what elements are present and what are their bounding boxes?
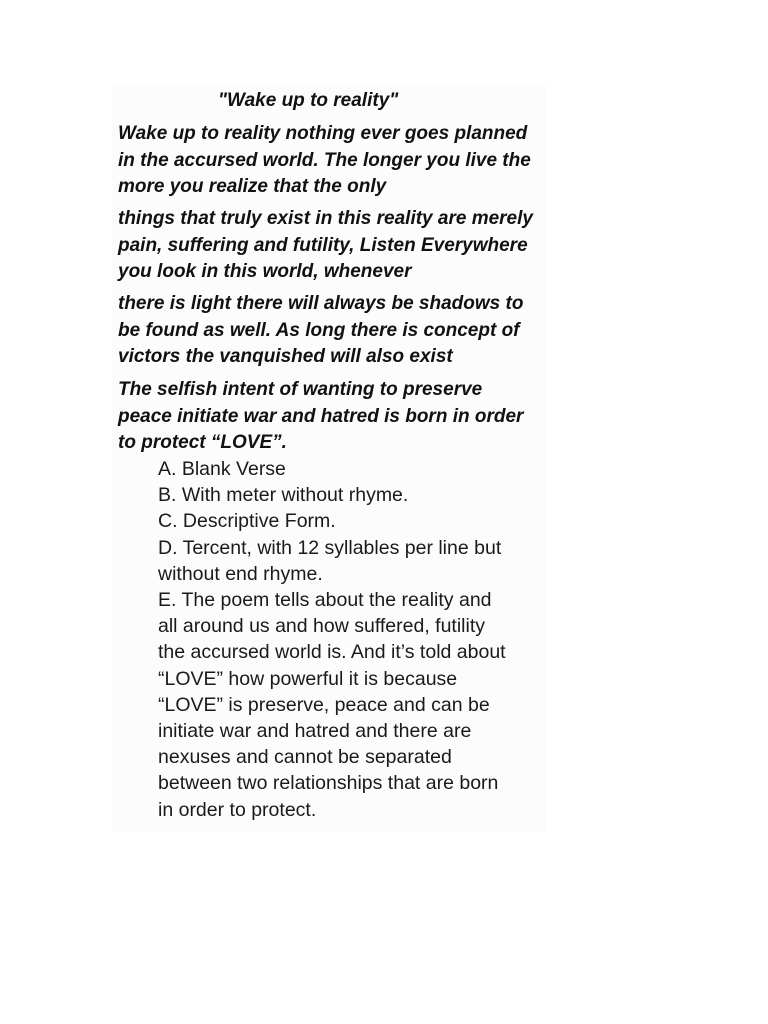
stanza-1 — [118, 121, 548, 201]
poem-line: more you realize that the only — [118, 176, 387, 197]
poem-line: to protect “LOVE”. — [118, 432, 287, 453]
poem-line: pain, suffering and futility, Listen Everywhere — [118, 234, 528, 256]
poem-line: things that truly exist in this reality are merely — [118, 208, 533, 229]
poem-line: in the accursed world. The longer you live the — [118, 149, 531, 171]
poem-title: "Wake up to reality" — [218, 90, 399, 111]
answer-e-continued: in order to protect. — [158, 798, 317, 821]
poem-line: there is light there will always be shadows to — [118, 293, 524, 314]
answer-d-continued: without end rhyme. — [158, 562, 323, 585]
poem-line: peace initiate war and hatred is born in order — [118, 405, 524, 427]
answer-b: B. With meter without rhyme. — [158, 484, 409, 507]
answer-e-continued: between two relationships that are born — [158, 772, 499, 795]
answer-c: C. Descriptive Form. — [158, 510, 336, 533]
stanza-3 — [118, 291, 548, 371]
answer-e-continued: “LOVE” how powerful it is because — [158, 667, 458, 690]
answer-d: D. Tercent, with 12 syllables per line but — [158, 536, 502, 559]
answer-e-continued: the accursed world is. And it’s told about — [158, 641, 506, 664]
poem-line: Wake up to reality nothing ever goes planned — [118, 123, 528, 144]
answer-e-continued: nexuses and cannot be separated — [158, 746, 452, 769]
answer-e-continued: initiate war and hatred and there are — [158, 720, 472, 743]
answer-e-continued: “LOVE” is preserve, peace and can be — [158, 693, 490, 716]
poem-line: you look in this world, whenever — [118, 261, 412, 282]
answer-e: E. The poem tells about the reality and — [158, 589, 492, 612]
stanza-4 — [118, 377, 548, 457]
poem-line: The selfish intent of wanting to preserve — [118, 379, 483, 400]
poem-line: victors the vanquished will also exist — [118, 346, 453, 367]
stanza-2 — [118, 206, 548, 286]
answer-a: A. Blank Verse — [158, 458, 286, 480]
answer-list — [158, 456, 548, 823]
poem-line: be found as well. As long there is concept of — [118, 319, 520, 341]
answer-e-continued: all around us and how suffered, futility — [158, 615, 486, 638]
